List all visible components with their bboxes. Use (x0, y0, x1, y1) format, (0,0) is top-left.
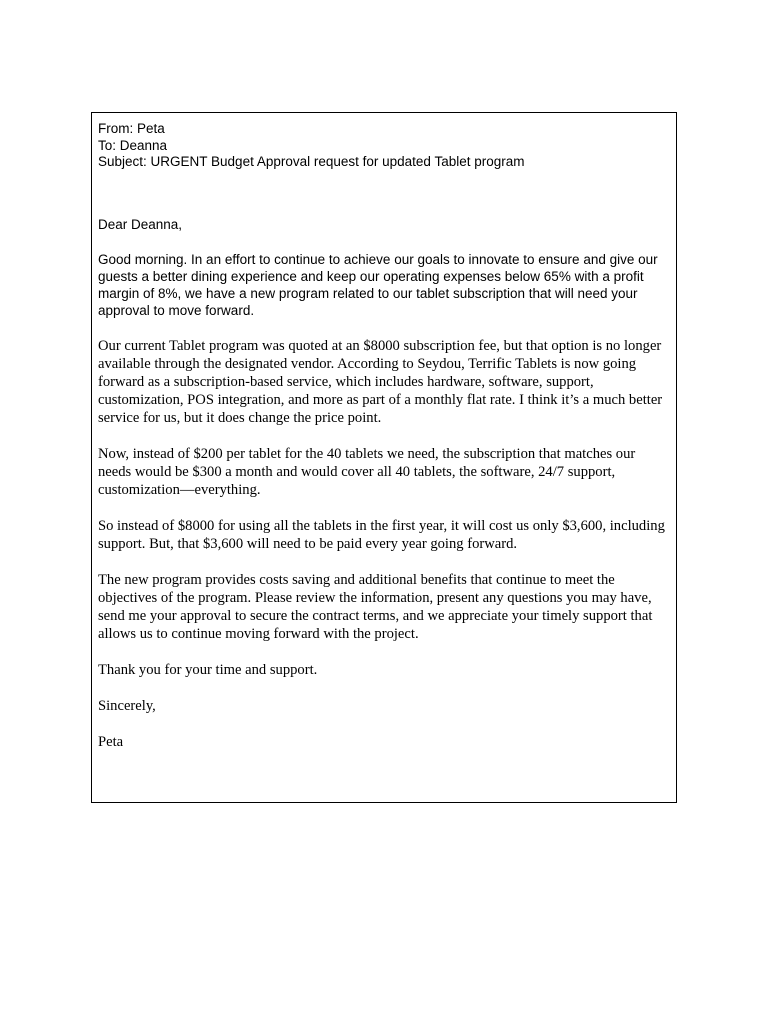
signature: Peta (98, 734, 124, 750)
subject-line: Subject: URGENT Budget Approval request for updated Tablet program (98, 154, 525, 169)
thanks-line: Thank you for your time and support. (98, 662, 318, 678)
paragraph-cost-comparison: So instead of $8000 for using all the tablets in the first year, it will cost us only $3,600, including support. But, that $3,600 will need to be paid every year going forward. (98, 518, 665, 552)
paragraph-request: The new program provides costs saving and additional benefits that continue to meet the objectives of the program. Please review the information, present any questions you may have, send me your approval to secure the contract terms, and we appreciate your timely support that allows us to continue moving forward with the project. (98, 572, 653, 642)
from-line: From: Peta (98, 121, 165, 136)
letter-frame (91, 112, 677, 803)
salutation: Dear Deanna, (98, 216, 183, 232)
to-line: To: Deanna (98, 137, 168, 153)
closing-line: Sincerely, (98, 698, 156, 714)
paragraph-intro: Good morning. In an effort to continue to achieve our goals to innovate to ensure and give our guests a better dining experience and keep our operating expenses below 65% with a profit margin of 8%, we have a new program related to our tablet subscription that will need your approval to move forward. (98, 252, 658, 318)
paragraph-current-program: Our current Tablet program was quoted at an $8000 subscription fee, but that option is no longer available through the designated vendor. According to Seydou, Terrific Tablets is now going forward as a subscription-based service, which includes hardware, software, support, customization, POS integration, and more as part of a monthly flat rate. I think it’s a much better service for us, but it does change the price point. (98, 338, 663, 426)
paragraph-pricing: Now, instead of $200 per tablet for the 40 tablets we need, the subscription that matches our needs would be $300 a month and would cover all 40 tablets, the software, 24/7 support, customization—everything. (98, 446, 636, 498)
